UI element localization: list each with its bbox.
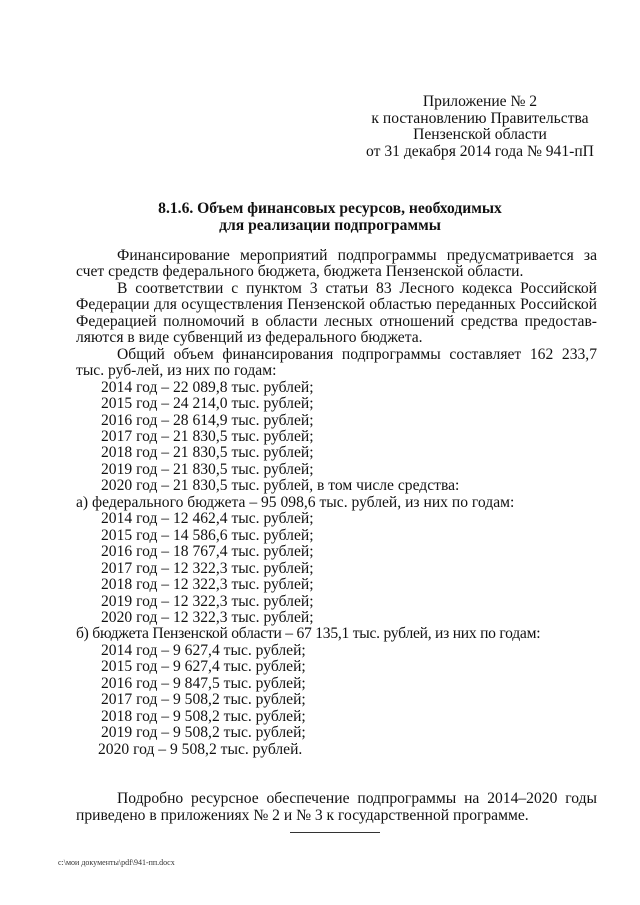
paragraph-total-volume: Общий объем финансирования подпрограммы составляет 162 233,7 тыс. руб-лей, из них по годам: xyxy=(76,345,597,380)
federal-year-item: 2016 год – 18 767,4 тыс. рублей; xyxy=(101,543,314,561)
regional-year-item: 2018 год – 9 508,2 тыс. рублей; xyxy=(101,707,306,725)
regional-year-item: 2016 год – 9 847,5 тыс. рублей; xyxy=(101,674,306,692)
appendix-number: Приложение № 2 xyxy=(422,93,538,110)
federal-year-item: 2014 год – 12 462,4 тыс. рублей; xyxy=(101,510,314,528)
regional-year-item: 2020 год – 9 508,2 тыс. рублей. xyxy=(98,740,303,758)
federal-year-item: 2015 год – 14 586,6 тыс. рублей; xyxy=(101,526,314,544)
total-year-item: 2016 год – 28 614,9 тыс. рублей; xyxy=(101,411,314,429)
appendix-region: Пензенской области xyxy=(413,126,547,144)
regional-year-item: 2017 год – 9 508,2 тыс. рублей; xyxy=(101,691,306,709)
total-year-item: 2019 год – 21 830,5 тыс. рублей; xyxy=(101,460,314,478)
regional-year-item: 2014 год – 9 627,4 тыс. рублей; xyxy=(101,641,306,659)
footer-file-path: c:\мои документы\pdf\941-пп.docx xyxy=(58,858,175,867)
paragraph-funding-sources: Финансирование мероприятий подпрограммы предусматривается за счет средств федерального бюджета, бюджета Пензенской области. xyxy=(76,247,597,281)
total-year-item: 2014 год – 22 089,8 тыс. рублей; xyxy=(101,378,314,396)
footer-divider xyxy=(290,832,380,833)
appendix-header xyxy=(340,94,620,160)
federal-budget-header: а) федерального бюджета – 95 098,6 тыс. рублей, из них по годам: xyxy=(76,493,515,511)
paragraph-resource-reference: Подробно ресурсное обеспечение подпрограммы на 2014–2020 годы приведено в приложениях № 2 и № 3 к государственной программе. xyxy=(76,790,597,824)
regional-budget-header: б) бюджета Пензенской области – 67 135,1 тыс. рублей, из них по годам: xyxy=(76,625,541,643)
federal-year-item: 2018 год – 12 322,3 тыс. рублей; xyxy=(101,576,314,594)
federal-year-item: 2017 год – 12 322,3 тыс. рублей; xyxy=(101,559,314,577)
total-year-item: 2018 год – 21 830,5 тыс. рублей; xyxy=(101,444,314,462)
section-heading-line-2: для реализации подпрограммы xyxy=(219,216,441,234)
spacer xyxy=(76,758,597,791)
federal-by-year-list xyxy=(76,511,597,626)
document-body xyxy=(76,248,597,824)
total-year-item: 2020 год – 21 830,5 тыс. рублей, в том числе средства: xyxy=(101,477,460,495)
total-year-item: 2017 год – 21 830,5 тыс. рублей; xyxy=(101,427,314,445)
total-by-year-list xyxy=(76,380,597,495)
total-year-item: 2015 год – 24 214,0 тыс. рублей; xyxy=(101,395,314,413)
regional-by-year-list xyxy=(76,643,597,758)
section-heading xyxy=(120,201,540,234)
federal-year-item: 2019 год – 12 322,3 тыс. рублей; xyxy=(101,592,314,610)
appendix-date: от 31 декабря 2014 года № 941-пП xyxy=(366,142,594,160)
regional-year-item: 2015 год – 9 627,4 тыс. рублей; xyxy=(101,658,306,676)
paragraph-forest-code: В соответствии с пунктом 3 статьи 83 Лесного кодекса Российской Федерации для осуществления Пензенской областью переданных Российской Федерацией полномочий в области лесных отношений средства предостав-ляются в виде субвенций из федерального бюджета. xyxy=(76,279,597,347)
regional-year-item: 2019 год – 9 508,2 тыс. рублей; xyxy=(101,724,306,742)
appendix-resolution: к постановлению Правительства xyxy=(371,109,589,127)
federal-year-item: 2020 год – 12 322,3 тыс. рублей; xyxy=(101,608,314,626)
section-heading-line-1: 8.1.6. Объем финансовых ресурсов, необходимых xyxy=(158,200,502,217)
